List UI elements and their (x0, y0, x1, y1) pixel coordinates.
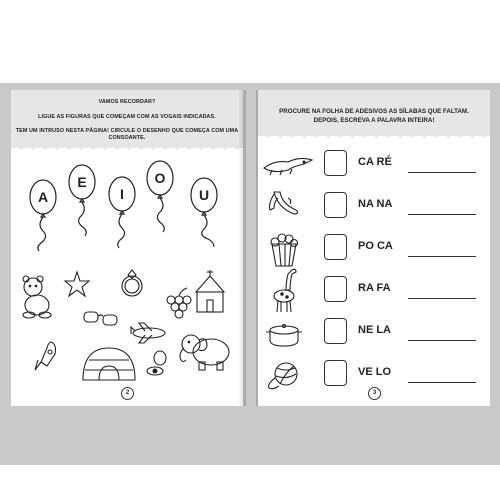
syllables-6: VE LO (358, 366, 392, 378)
left-instruction-2a: TEM UM INTRUSO NESTA PÁGINA! CIRCULE O DESENHO QUE COMEÇA COM UMA (15, 128, 239, 134)
bear-figure (23, 276, 51, 318)
star-figure (65, 272, 89, 296)
alligator-icon (264, 158, 312, 175)
write-line-3[interactable] (408, 256, 476, 257)
syllables-4: RA FA (358, 282, 391, 294)
sticker-box-1[interactable] (324, 150, 347, 176)
glasses-figure (84, 312, 117, 325)
popcorn-icon (271, 234, 298, 266)
yarn-ball-icon (269, 363, 297, 389)
write-line-6[interactable] (408, 382, 476, 383)
write-line-5[interactable] (408, 340, 476, 341)
sticker-box-6[interactable] (324, 360, 347, 386)
church-figure (196, 270, 224, 312)
vowel-o: O (154, 170, 166, 186)
airplane-figure (131, 323, 165, 343)
vowel-i: I (120, 186, 124, 202)
left-page-number: 2 (121, 387, 134, 400)
gutter-shadow-left (238, 90, 246, 406)
syllables-2: NA NA (358, 198, 393, 210)
right-page-number: 3 (368, 387, 381, 400)
sticker-box-5[interactable] (324, 318, 347, 344)
grapes-figure (167, 288, 191, 318)
left-instruction-1: LIGUE AS FIGURAS QUE COMEÇAM COM AS VOGAIS INDICADAS. (38, 114, 216, 120)
sticker-box-2[interactable] (324, 192, 347, 218)
elephant-figure (180, 335, 229, 370)
banana-icon (270, 192, 298, 214)
write-line-2[interactable] (408, 214, 476, 215)
rocket-figure (35, 342, 56, 370)
vowel-u: U (198, 187, 210, 203)
egg-figure (147, 351, 166, 375)
left-instruction-2b: CONSOANTE. (108, 135, 146, 141)
giraffe-icon (274, 269, 296, 312)
igloo-figure (83, 348, 135, 380)
right-instruction-2: DEPOIS, ESCREVA A PALAVRA INTEIRA! (313, 117, 435, 124)
ring-figure (122, 270, 142, 296)
left-title: VAMOS RECORDAR? (98, 99, 156, 105)
syllables-1: CA RÉ (358, 156, 392, 168)
pot-icon (266, 325, 302, 347)
sticker-box-3[interactable] (324, 234, 347, 260)
vowel-e: E (77, 174, 87, 190)
left-illustrations (11, 90, 243, 406)
left-page (11, 90, 243, 406)
right-instruction-1: PROCURE NA FOLHA DE ADESIVOS AS SÍLABAS QUE FALTAM. (279, 108, 469, 115)
vowel-a: A (37, 189, 49, 205)
sticker-box-4[interactable] (324, 276, 347, 302)
write-line-1[interactable] (408, 172, 476, 173)
syllables-5: NE LA (358, 324, 391, 336)
write-line-4[interactable] (408, 298, 476, 299)
right-page (258, 90, 490, 406)
syllables-3: PO CA (358, 240, 393, 252)
